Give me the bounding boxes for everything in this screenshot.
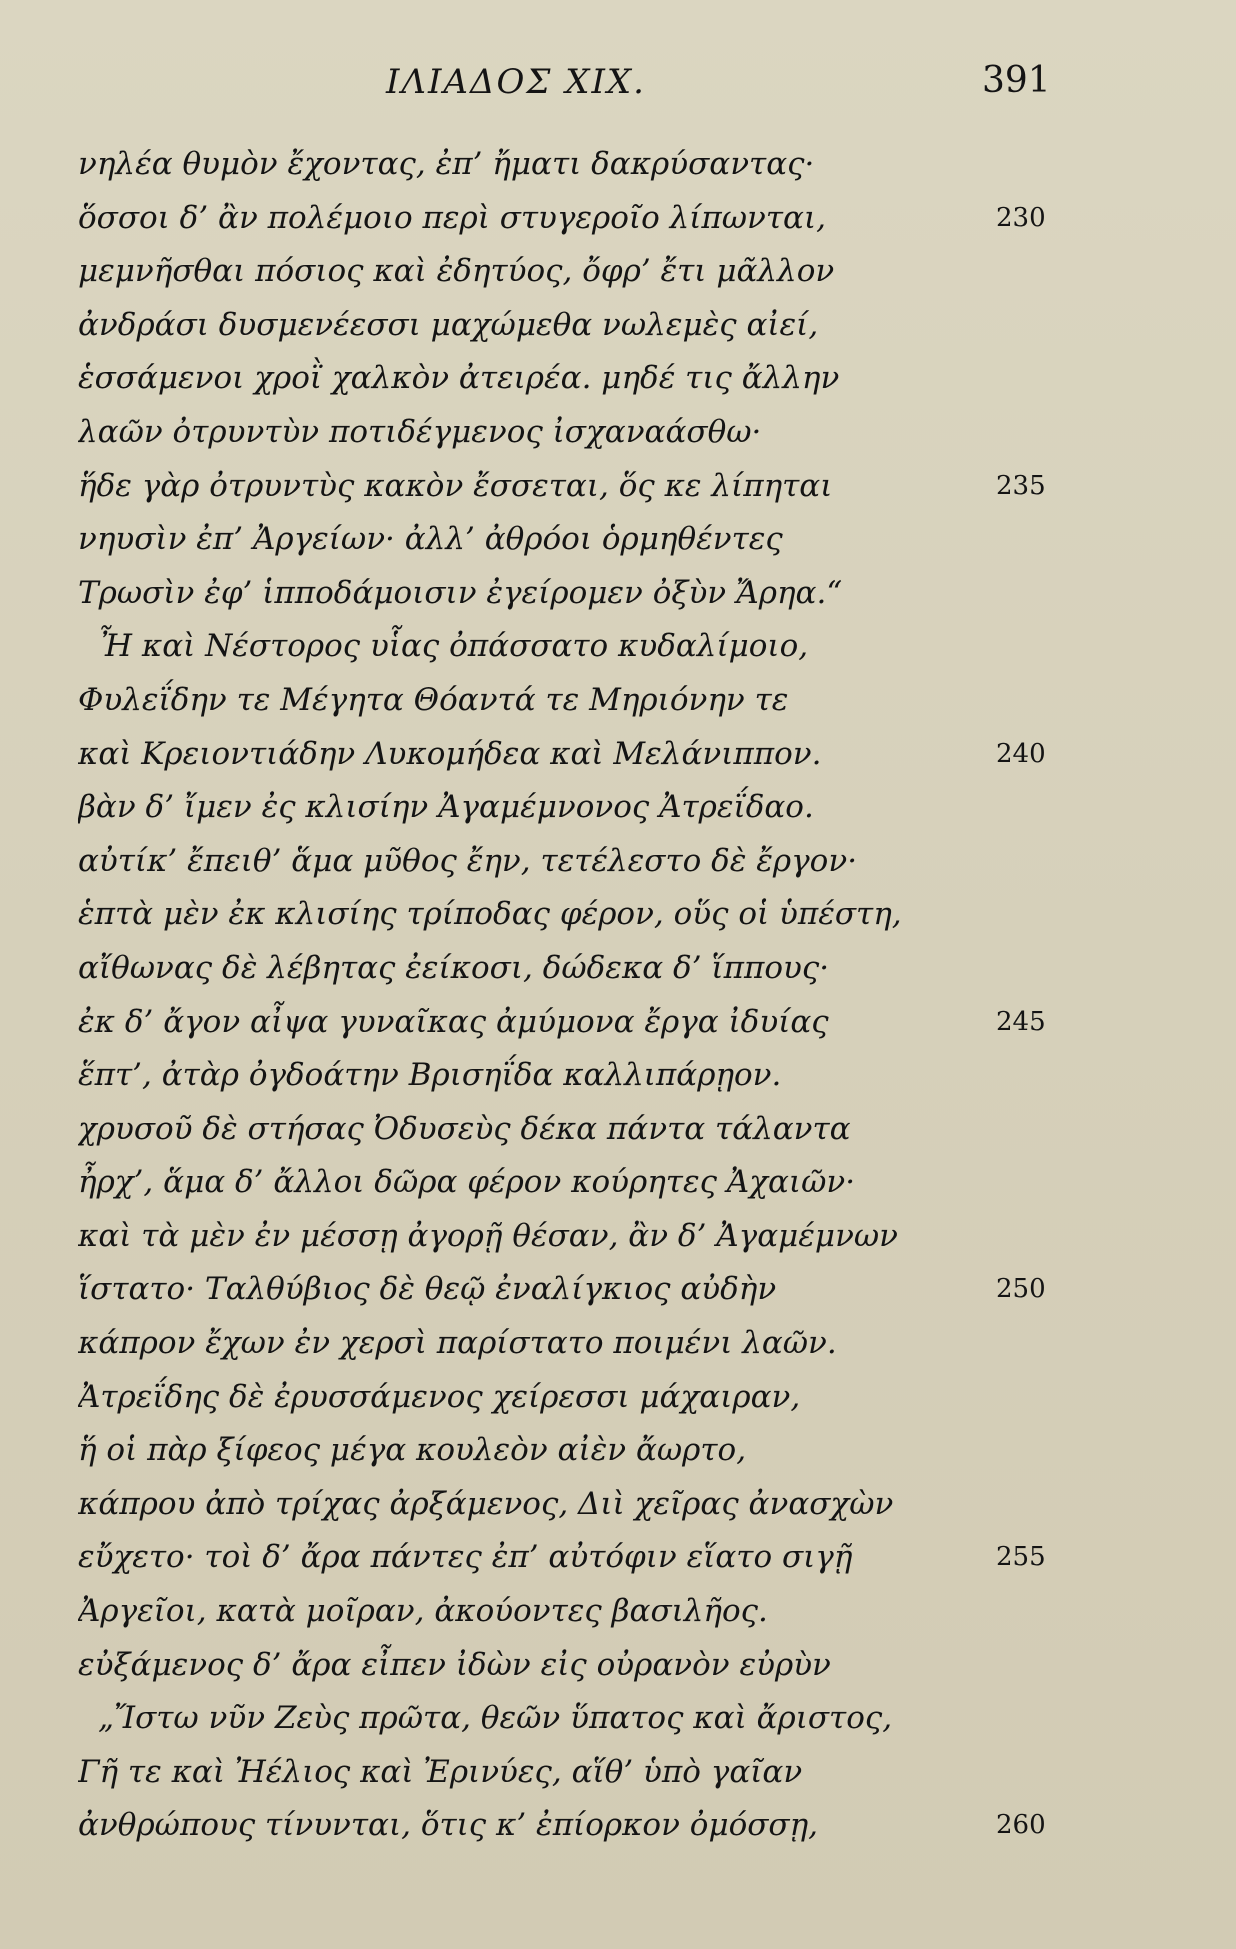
verse-text: κάπρον ἔχων ἐν χερσὶ παρίστατο ποιμένι λαῶν. — [78, 1325, 837, 1362]
verse-line — [0, 1049, 1236, 1103]
verse-block — [0, 138, 1236, 1853]
verse-line — [0, 406, 1236, 460]
verse-line — [0, 513, 1236, 567]
running-title: ΙΛΙΑΔΟΣ XIX. — [386, 62, 646, 102]
verse-text: Ἦ καὶ Νέστορος υἷας ὀπάσσατο κυδαλίμοιο, — [98, 628, 809, 665]
verse-text: ὅσσοι δ’ ἂν πολέμοιο περὶ στυγεροῖο λίπωνται, — [78, 199, 826, 236]
verse-text: ἀνθρώπους τίνυνται, ὅτις κ’ ἐπίορκον ὀμόσσῃ, — [78, 1807, 819, 1844]
line-number: 230 — [996, 202, 1046, 233]
verse-line — [0, 245, 1236, 299]
verse-text: Ἀτρεΐδης δὲ ἐρυσσάμενος χείρεσσι μάχαιραν, — [78, 1378, 801, 1415]
verse-text: αὐτίκ’ ἔπειθ’ ἅμα μῦθος ἔην, τετέλεστο δὲ ἔργον· — [78, 842, 858, 879]
verse-text: αἴθωνας δὲ λέβητας ἐείκοσι, δώδεκα δ’ ἵππους· — [78, 949, 830, 986]
verse-line — [0, 1156, 1236, 1210]
line-number: 260 — [996, 1810, 1046, 1841]
verse-text: εὐξάμενος δ’ ἄρα εἶπεν ἰδὼν εἰς οὐρανὸν εὐρὺν — [78, 1646, 831, 1683]
verse-text: βὰν δ’ ἴμεν ἐς κλισίην Ἀγαμέμνονος Ἀτρεΐδαο. — [78, 789, 814, 826]
verse-line — [0, 1799, 1236, 1853]
verse-line — [0, 299, 1236, 353]
verse-line — [0, 888, 1236, 942]
verse-line — [0, 996, 1236, 1050]
verse-text: Γῆ τε καὶ Ἠέλιος καὶ Ἐρινύες, αἵθ’ ὑπὸ γαῖαν — [78, 1753, 803, 1790]
verse-line — [0, 1210, 1236, 1264]
verse-line — [0, 1263, 1236, 1317]
verse-text: ἑσσάμενοι χροῒ χαλκὸν ἀτειρέα. μηδέ τις ἄλλην — [78, 360, 840, 397]
verse-text: Τρωσὶν ἐφ’ ἱπποδάμοισιν ἐγείρομεν ὀξὺν Ἄρηα.“ — [78, 574, 843, 611]
verse-line — [0, 138, 1236, 192]
verse-line — [0, 1317, 1236, 1371]
verse-text: μεμνῆσθαι πόσιος καὶ ἐδητύος, ὄφρ’ ἔτι μᾶλλον — [78, 253, 835, 290]
verse-line — [0, 1371, 1236, 1425]
verse-text: ἐκ δ’ ἄγον αἶψα γυναῖκας ἀμύμονα ἔργα ἰδυίας — [78, 1003, 829, 1040]
verse-text: καὶ τὰ μὲν ἐν μέσσῃ ἀγορῇ θέσαν, ἂν δ’ Ἀγαμέμνων — [78, 1217, 899, 1254]
verse-line — [0, 942, 1236, 996]
page-header — [0, 56, 1236, 116]
verse-line — [0, 192, 1236, 246]
verse-line — [0, 620, 1236, 674]
verse-text: Φυλεΐδην τε Μέγητα Θόαντά τε Μηριόνην τε — [78, 681, 789, 718]
verse-line — [0, 835, 1236, 889]
line-number: 235 — [996, 470, 1046, 501]
verse-text: „Ἴστω νῦν Ζεὺς πρῶτα, θεῶν ὕπατος καὶ ἄριστος, — [98, 1700, 893, 1737]
verse-line — [0, 1103, 1236, 1157]
verse-text: ἑπτὰ μὲν ἐκ κλισίης τρίποδας φέρον, οὕς οἱ ὑπέστη, — [78, 896, 902, 933]
verse-text: Ἀργεῖοι, κατὰ μοῖραν, ἀκούοντες βασιλῆος. — [78, 1593, 768, 1630]
verse-text: ἥδε γὰρ ὀτρυντὺς κακὸν ἔσσεται, ὅς κε λίπηται — [78, 467, 833, 504]
line-number: 250 — [996, 1274, 1046, 1305]
verse-text: χρυσοῦ δὲ στήσας Ὀδυσεὺς δέκα πάντα τάλαντα — [78, 1110, 851, 1147]
verse-line — [0, 1478, 1236, 1532]
verse-text: ἥ οἱ πὰρ ξίφεος μέγα κουλεὸν αἰὲν ἄωρτο, — [78, 1432, 747, 1469]
verse-text: καὶ Κρειοντιάδην Λυκομήδεα καὶ Μελάνιππον. — [78, 735, 822, 772]
verse-line — [0, 674, 1236, 728]
verse-text: κάπρου ἀπὸ τρίχας ἀρξάμενος, Διὶ χεῖρας ἀνασχὼν — [78, 1485, 894, 1522]
verse-line — [0, 781, 1236, 835]
verse-line — [0, 1639, 1236, 1693]
verse-text: ἀνδράσι δυσμενέεσσι μαχώμεθα νωλεμὲς αἰεί, — [78, 306, 819, 343]
line-number: 255 — [996, 1542, 1046, 1573]
verse-line — [0, 460, 1236, 514]
verse-text: εὔχετο· τοὶ δ’ ἄρα πάντες ἐπ’ αὐτόφιν εἵατο σιγῇ — [78, 1539, 853, 1576]
line-number: 240 — [996, 738, 1046, 769]
verse-line — [0, 1531, 1236, 1585]
page-number: 391 — [982, 60, 1051, 101]
verse-text: λαῶν ὀτρυντὺν ποτιδέγμενος ἰσχαναάσθω· — [78, 413, 762, 450]
verse-line — [0, 1585, 1236, 1639]
verse-line — [0, 728, 1236, 782]
verse-text: ἕπτ’, ἀτὰρ ὀγδοάτην Βρισηΐδα καλλιπάρῃον. — [78, 1057, 782, 1094]
verse-line — [0, 1692, 1236, 1746]
verse-text: νηλέα θυμὸν ἔχοντας, ἐπ’ ἤματι δακρύσαντας· — [78, 146, 815, 182]
verse-text: νηυσὶν ἐπ’ Ἀργείων· ἀλλ’ ἀθρόοι ὁρμηθέντες — [78, 521, 783, 558]
verse-line — [0, 1424, 1236, 1478]
verse-text: ἵστατο· Ταλθύβιος δὲ θεῷ ἐναλίγκιος αὐδὴν — [78, 1271, 777, 1308]
verse-text: ἦρχ’, ἅμα δ’ ἄλλοι δῶρα φέρον κούρητες Ἀχαιῶν· — [78, 1164, 856, 1201]
verse-line — [0, 567, 1236, 621]
verse-line — [0, 1746, 1236, 1800]
line-number: 245 — [996, 1006, 1046, 1037]
verse-line — [0, 352, 1236, 406]
